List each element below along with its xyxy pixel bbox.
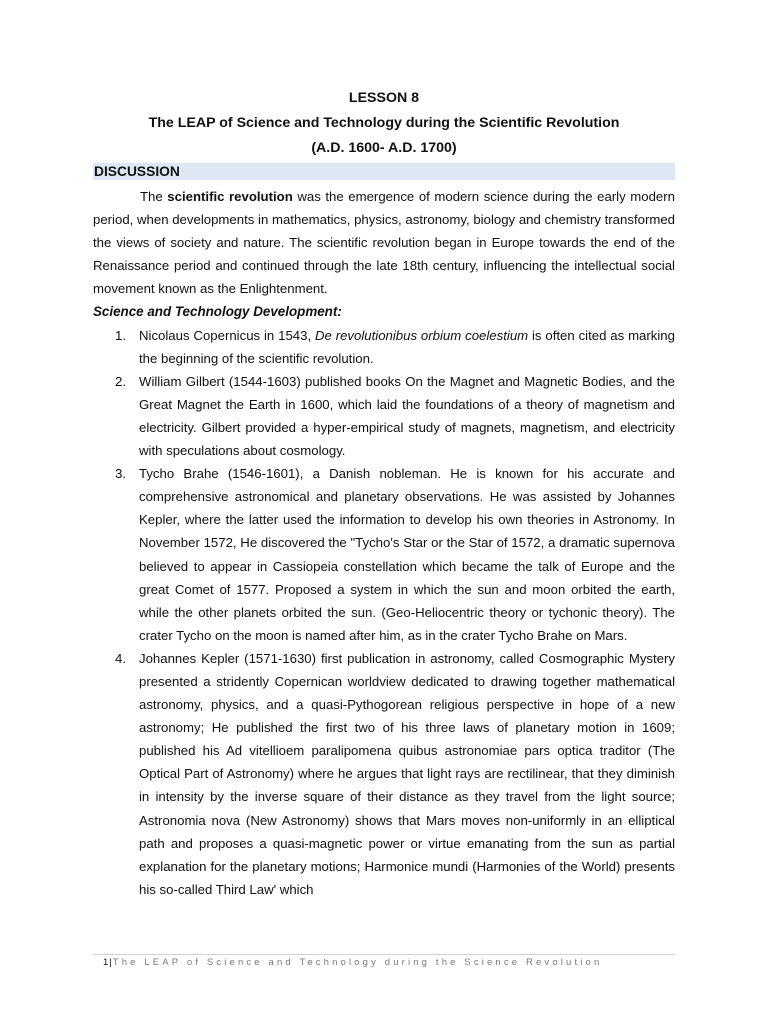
list-item: [93, 324, 675, 370]
lesson-title: The LEAP of Science and Technology during the Scientific Revolution: [148, 115, 620, 131]
intro-text-start: The: [140, 189, 168, 204]
list-item-number: 3.: [115, 466, 126, 482]
lesson-number: LESSON 8: [348, 90, 420, 106]
list-item: [93, 370, 675, 462]
intro-paragraph: [93, 185, 675, 300]
list-item-italic-title: De revolutionibus orbium coelestium: [314, 327, 529, 343]
development-list: [93, 324, 675, 901]
list-item-text: William Gilbert (1544-1603) published books On the Magnet and Magnetic Bodies, and the Great Magnet the Earth in 1600, which laid the foundations of a theory of magnetism and electricity. Gilbert provided a hyper-empirical study of magnets, magnetism, and electricity with speculations about cosmology.: [139, 373, 675, 459]
list-item-number: 2.: [115, 373, 126, 389]
footer-divider: [93, 954, 675, 955]
intro-bold-term: scientific revolution: [167, 189, 293, 204]
lesson-period: (A.D. 1600- A.D. 1700): [311, 140, 457, 156]
footer-separator: |: [109, 957, 113, 968]
list-item-number: 4.: [115, 650, 126, 666]
development-subheading: Science and Technology Development:: [93, 304, 342, 320]
footer-running-title: The LEAP of Science and Technology during the Science Revolution: [112, 957, 603, 968]
page-footer: [103, 957, 683, 968]
document-page: [93, 86, 675, 901]
list-item-text-rest: is often cited as marking the beginning of the scientific revolution.: [139, 327, 675, 366]
list-item: [93, 647, 675, 901]
list-item-text-start: Nicolaus Copernicus in 1543,: [139, 327, 315, 343]
intro-text-rest: was the emergence of modern science during the early modern period, when developments in mathematics, physics, astronomy, biology and chemistry transformed the views of society and nature. The scientific revolution began in Europe towards the end of the Renaissance period and continued through the late 18th century, influencing the intellectual social movement known as the Enlightenment.: [93, 189, 675, 297]
discussion-section-header: DISCUSSION: [93, 163, 675, 180]
list-item-text: Tycho Brahe (1546-1601), a Danish nobleman. He is known for his accurate and comprehensive astronomical and planetary observations. He was assisted by Johannes Kepler, where the latter used the information to develop his own theories in Astronomy. In November 1572, He discovered the "Tycho's Star or the Star of 1572, a dramatic supernova believed to appear in Cassiopeia constellation which became the talk of Europe and the great Comet of 1577. Proposed a system in which the sun and moon orbited the earth, while the other planets orbited the sun. (Geo-Heliocentric theory or tychonic theory). The crater Tycho on the moon is named after him, as in the crater Tycho Brahe on Mars.: [139, 466, 675, 643]
list-item-number: 1.: [115, 327, 126, 343]
list-item: [93, 462, 675, 647]
page-number: 1: [103, 957, 110, 968]
list-item-text: Johannes Kepler (1571-1630) first publication in astronomy, called Cosmographic Mystery presented a stridently Copernican worldview dedicated to drawing together mathematical astronomy, physics, and a quasi-Pythogorean religious perspective in hope of a new astronomy; He published the first two of his three laws of planetary motion in 1609; published his Ad vitellioem paralipomena quibus astronomiae pars optica traditor (The Optical Part of Astronomy) where he argues that light rays are rectilinear, that they diminish in intensity by the inverse square of their distance as they travel from the light source; Astronomia nova (New Astronomy) shows that Mars moves non-uniformly in an elliptical path and proposes a quasi-magnetic power or virtue emanating from the sun as partial explanation for the planetary motions; Harmonice mundi (Harmonies of the World) presents his so-called Third Law' which: [139, 650, 675, 897]
